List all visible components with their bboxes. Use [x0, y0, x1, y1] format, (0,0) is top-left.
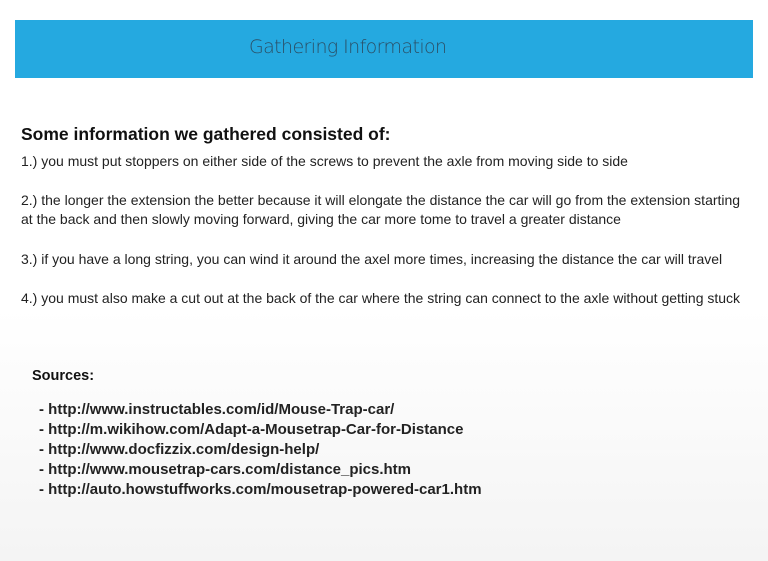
source-link[interactable]: - http://www.instructables.com/id/Mouse-Trap-car/	[39, 401, 395, 418]
sources-label: Sources:	[32, 368, 95, 384]
sources-list	[39, 400, 732, 500]
info-point-1: 1.) you must put stoppers on either side of the screws to prevent the axle from moving side to side	[21, 153, 628, 169]
title-bar	[15, 20, 753, 78]
main-content	[21, 124, 751, 329]
source-link[interactable]: - http://www.mousetrap-cars.com/distance_pics.htm	[39, 461, 412, 478]
info-point-4: 4.) you must also make a cut out at the back of the car where the string can connect to the axle without getting stuck	[21, 290, 741, 306]
info-point-3: 3.) if you have a long string, you can wind it around the axel more times, increasing the distance the car will travel	[21, 250, 723, 267]
source-link[interactable]: - http://auto.howstuffworks.com/mousetrap-powered-car1.htm	[39, 481, 482, 498]
source-link[interactable]: - http://www.docfizzix.com/design-help/	[39, 441, 320, 458]
source-link[interactable]: - http://m.wikihow.com/Adapt-a-Mousetrap-Car-for-Distance	[39, 421, 464, 438]
info-point-2: 2.) the longer the extension the better because it will elongate the distance the car will go from the extension starting at the back and then slowly moving forward, giving the car more tome to travel a greater distance	[21, 191, 741, 227]
section-heading: Some information we gathered consisted of:	[21, 124, 391, 144]
page-title: Gathering Information	[249, 36, 447, 58]
sources-section	[32, 368, 732, 500]
